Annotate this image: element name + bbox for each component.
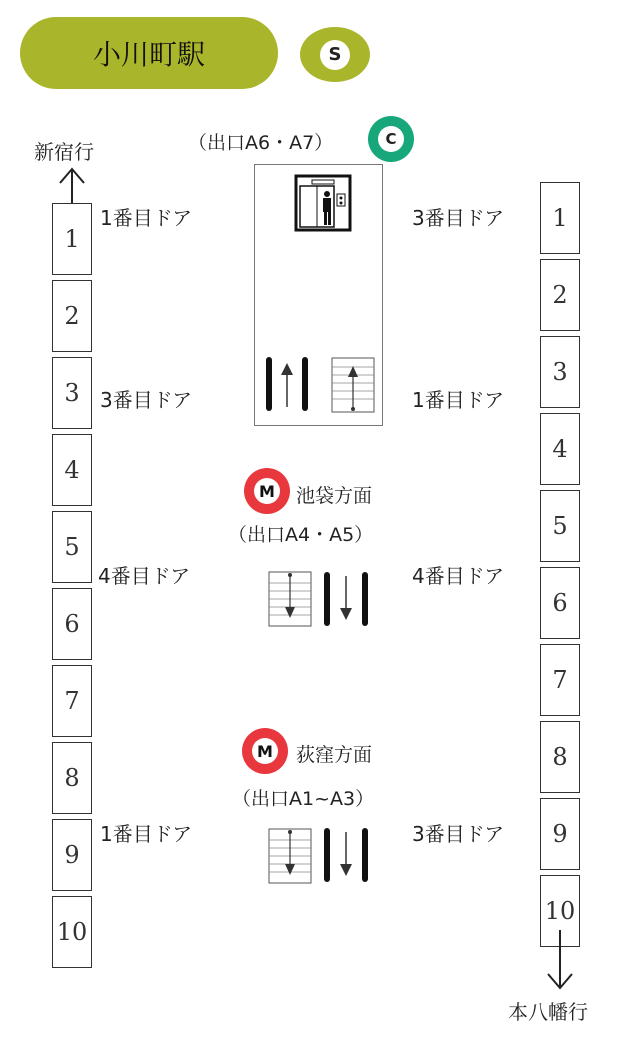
door-label-left-top: 1番目ドア	[100, 206, 193, 230]
car-1: 1	[52, 203, 92, 275]
escalator-down-icon	[322, 826, 372, 884]
car-4: 4	[52, 434, 92, 506]
line-letter: M	[254, 478, 280, 504]
car-7: 7	[540, 644, 580, 716]
shinjuku-line-badge	[300, 27, 370, 82]
car-5: 5	[540, 490, 580, 562]
escalator-down-icon	[322, 570, 372, 628]
car-3: 3	[540, 336, 580, 408]
car-7: 7	[52, 665, 92, 737]
stairs-up-icon	[331, 357, 375, 413]
destination-down: 本八幡行	[508, 1000, 588, 1024]
car-5: 5	[52, 511, 92, 583]
car-8: 8	[540, 721, 580, 793]
line-letter: S	[320, 40, 350, 70]
bottom-exit-direction: 荻窪方面	[296, 744, 373, 766]
car-6: 6	[540, 567, 580, 639]
car-1: 1	[540, 182, 580, 254]
door-label-right-m1: 4番目ドア	[412, 564, 505, 588]
line-letter: C	[378, 126, 404, 152]
arrow-down-icon	[544, 930, 576, 992]
door-label-right-mid: 1番目ドア	[412, 388, 505, 412]
car-10: 10	[52, 896, 92, 968]
door-label-right-m2: 3番目ドア	[412, 822, 505, 846]
car-6: 6	[52, 588, 92, 660]
door-label-right-top: 3番目ドア	[412, 206, 505, 230]
door-label-left-m2: 1番目ドア	[100, 822, 193, 846]
door-label-left-mid: 3番目ドア	[100, 388, 193, 412]
car-9: 9	[540, 798, 580, 870]
car-10: 10	[540, 875, 580, 947]
middle-exit-direction: 池袋方面	[296, 485, 373, 507]
chiyoda-line-badge	[368, 116, 414, 162]
marunouchi-line-badge	[242, 728, 288, 774]
stairs-down-icon	[268, 828, 312, 884]
elevator-icon	[294, 174, 352, 232]
escalator-up-icon	[264, 355, 314, 413]
destination-up: 新宿行	[34, 140, 94, 164]
marunouchi-line-badge	[244, 468, 290, 514]
door-label-left-m1: 4番目ドア	[98, 564, 191, 588]
car-2: 2	[52, 280, 92, 352]
car-3: 3	[52, 357, 92, 429]
stairs-down-icon	[268, 571, 312, 627]
car-9: 9	[52, 819, 92, 891]
bottom-exit-label: （出口A1~A3）	[232, 788, 375, 810]
line-letter: M	[252, 738, 278, 764]
station-name: 小川町駅	[20, 17, 278, 89]
top-exit-label: （出口A6・A7）	[188, 132, 334, 154]
car-8: 8	[52, 742, 92, 814]
car-2: 2	[540, 259, 580, 331]
middle-exit-label: （出口A4・A5）	[228, 524, 374, 546]
car-4: 4	[540, 413, 580, 485]
